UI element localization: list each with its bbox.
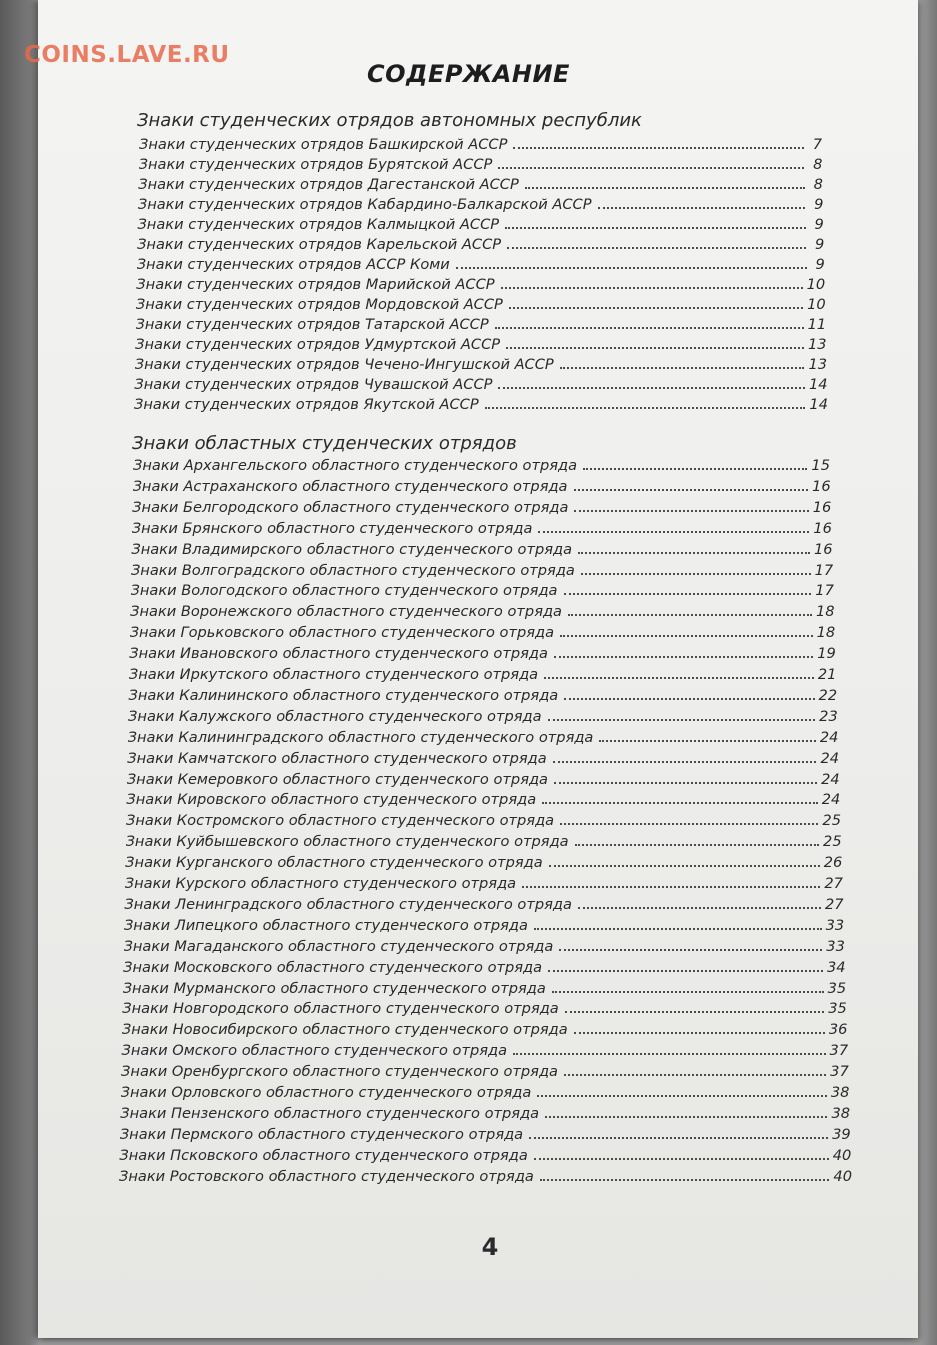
toc-entry-label: Знаки студенческих отрядов Татарской АССР	[135, 316, 489, 333]
toc-entry-label: Знаки Вологодского областного студенческого отряда	[130, 582, 558, 600]
toc-entry-page: 13	[808, 336, 827, 353]
toc-entry-label: Знаки Новгородского областного студенческого отряда	[122, 1000, 559, 1018]
toc-entry-page: 22	[818, 686, 838, 704]
dot-leader	[599, 739, 815, 742]
toc-entry	[126, 788, 840, 808]
dot-leader	[544, 676, 814, 679]
toc-entry	[131, 538, 832, 558]
dot-leader	[545, 1115, 827, 1118]
toc-entry-page: 8	[813, 176, 823, 193]
toc-entry-page: 39	[832, 1125, 851, 1143]
toc-entry-page: 16	[812, 498, 832, 516]
toc-entry-label: Знаки Ивановского областного студенческого отряда	[129, 645, 548, 663]
toc-entry	[133, 475, 831, 495]
dot-leader	[529, 1136, 828, 1139]
toc-entry	[127, 768, 840, 788]
toc-entry-page: 34	[826, 958, 846, 976]
toc-entry-page: 13	[808, 356, 828, 373]
toc-entry-label: Знаки Камчатского областного студенческого отряда	[127, 749, 547, 767]
page-number: 4	[481, 1233, 499, 1261]
toc-entry	[121, 1039, 848, 1059]
toc-entry-label: Знаки Астраханского областного студенческого отряда	[132, 477, 568, 495]
toc-entry	[124, 893, 843, 913]
dot-leader	[456, 266, 807, 269]
toc-entry-page: 40	[832, 1146, 852, 1164]
page-title: СОДЕРЖАНИЕ	[367, 60, 570, 88]
toc-entry	[123, 977, 846, 997]
toc-entry	[128, 726, 839, 746]
toc-entry-label: Знаки студенческих отрядов Якутской АССР	[134, 396, 479, 413]
toc-entry-page: 25	[822, 812, 841, 830]
toc-entry	[138, 193, 824, 213]
toc-entry-page: 10	[807, 296, 826, 313]
toc-entry-label: Знаки Кемеровкого областного студенческого отряда	[126, 770, 549, 788]
toc-entry-page: 16	[814, 540, 833, 558]
toc-entry	[131, 559, 833, 579]
toc-entry	[122, 1018, 848, 1038]
toc-entry-page: 7	[812, 136, 822, 153]
dot-leader	[540, 1178, 830, 1181]
dot-leader	[581, 572, 811, 575]
dot-leader	[574, 488, 809, 491]
toc-entry-label: Знаки студенческих отрядов Удмуртской АССР	[135, 336, 501, 353]
toc-entry-label: Знаки Белгородского областного студенческого отряда	[132, 498, 569, 516]
toc-entry	[130, 621, 835, 641]
toc-entry	[125, 872, 843, 892]
toc-entry-page: 38	[830, 1084, 850, 1101]
dot-leader	[525, 186, 805, 189]
toc-entry-label: Знаки Калужского областного студенческого отряда	[128, 707, 542, 725]
toc-entry-page: 24	[820, 749, 840, 767]
toc-entry-page: 33	[826, 937, 845, 955]
toc-entry-label: Знаки Костромского областного студенческого отряда	[126, 812, 555, 830]
toc-entry-label: Знаки Ростовского областного студенческого отряда	[119, 1167, 534, 1185]
toc-entry-label: Знаки студенческих отрядов Карельской АССР	[137, 236, 502, 253]
dot-leader	[554, 655, 813, 658]
toc-entry-page: 9	[815, 256, 825, 273]
toc-entry-label: Знаки студенческих отрядов Башкирской АССР	[139, 136, 508, 153]
toc-entry-label: Знаки Кировского областного студенческого отряда	[126, 791, 537, 809]
toc-entry	[135, 353, 827, 373]
dot-leader	[538, 530, 809, 533]
dot-leader	[553, 760, 817, 763]
toc-entry-page: 16	[812, 477, 831, 495]
toc-entry-label: Знаки Липецкого областного студенческого отряда	[123, 916, 528, 934]
toc-entry-label: Знаки студенческих отрядов Чувашской АССР	[134, 376, 493, 393]
toc-entry-label: Знаки Курганского областного студенческого отряда	[125, 854, 543, 872]
toc-entry-label: Знаки Орловского областного студенческого отряда	[120, 1084, 532, 1101]
toc-entry-label: Знаки Горьковского областного студенческого отряда	[129, 624, 555, 642]
toc-entry-page: 9	[814, 196, 824, 213]
dot-leader	[560, 634, 813, 637]
dot-leader	[506, 346, 804, 349]
toc-entry-page: 11	[807, 316, 827, 333]
dot-leader	[578, 906, 821, 909]
toc-entry-label: Знаки Новосибирского областного студенческого отряда	[121, 1021, 568, 1039]
toc-entry-label: Знаки Иркутского областного студенческого отряда	[128, 666, 539, 683]
dot-leader	[575, 843, 819, 846]
toc-entry-label: Знаки студенческих отрядов Бурятской АССР	[138, 156, 493, 173]
dot-leader	[560, 822, 818, 825]
toc-entry-label: Знаки студенческих отрядов Дагестанской АССР	[138, 176, 519, 193]
dot-leader	[548, 718, 816, 721]
dot-leader	[548, 969, 823, 972]
dot-leader	[498, 386, 804, 389]
toc-entry	[122, 997, 847, 1017]
toc-entry	[134, 373, 827, 393]
dot-leader	[560, 366, 805, 369]
toc-entry-page: 25	[823, 833, 842, 851]
toc-entry	[133, 454, 830, 474]
dot-leader	[495, 326, 804, 329]
toc-entry-label: Знаки Мурманского областного студенческого отряда	[122, 979, 546, 997]
toc-entry-page: 10	[806, 276, 826, 293]
toc-entry	[137, 233, 824, 253]
toc-entry-label: Знаки Архангельского областного студенческого отряда	[133, 457, 578, 474]
toc-entry-page: 37	[830, 1063, 849, 1081]
toc-entry-page: 17	[815, 582, 834, 600]
toc-entry	[129, 642, 836, 662]
section-heading-autonomous-republics: Знаки студенческих отрядов автономных республик	[137, 110, 642, 131]
toc-entry-label: Знаки студенческих отрядов Калмыцкой АССР	[137, 216, 500, 233]
toc-entry	[137, 213, 823, 233]
toc-entry	[125, 851, 842, 871]
toc-entry-page: 19	[817, 645, 836, 663]
dot-leader	[583, 467, 807, 470]
toc-entry-label: Знаки Куйбышевского областного студенческого отряда	[125, 833, 569, 851]
dot-leader	[509, 306, 803, 309]
toc-entry-page: 40	[833, 1167, 852, 1185]
dot-leader	[534, 927, 822, 930]
dot-leader	[568, 613, 812, 616]
toc-entry-page: 37	[829, 1042, 849, 1060]
dot-leader	[534, 1157, 829, 1160]
toc-entry-page: 27	[824, 875, 843, 892]
toc-entry	[126, 809, 841, 829]
toc-entry-label: Знаки Воронежского областного студенческого отряда	[130, 603, 563, 621]
dot-leader	[507, 246, 806, 249]
toc-entry-page: 15	[811, 457, 830, 474]
toc-entry	[128, 705, 838, 725]
dot-leader	[537, 1094, 826, 1097]
toc-entry-label: Знаки Калининского областного студенческого отряда	[128, 686, 559, 704]
toc-entry-label: Знаки Московского областного студенческого отряда	[123, 958, 543, 976]
dot-leader	[554, 781, 817, 784]
toc-entry	[124, 914, 844, 934]
toc-entry	[139, 133, 822, 153]
section-heading-regional: Знаки областных студенческих отрядов	[132, 433, 517, 454]
toc-entry	[132, 496, 831, 516]
toc-entry-label: Знаки студенческих отрядов АССР Коми	[136, 256, 450, 273]
dot-leader	[498, 166, 804, 169]
dot-leader	[505, 226, 806, 229]
toc-entry-page: 35	[828, 1000, 847, 1018]
dot-leader	[513, 1052, 825, 1055]
toc-entry	[119, 1144, 851, 1164]
toc-entry-label: Знаки Оренбургского областного студенческого отряда	[121, 1063, 558, 1081]
toc-entry-page: 27	[825, 895, 844, 913]
dot-leader	[552, 990, 824, 993]
toc-entry	[136, 273, 825, 293]
toc-entry	[128, 684, 837, 704]
toc-entry	[132, 517, 832, 537]
toc-entry	[119, 1165, 852, 1185]
toc-entry-label: Знаки студенческих отрядов Кабардино-Балкарской АССР	[137, 196, 592, 213]
toc-entry	[129, 663, 837, 683]
toc-entry-page: 14	[809, 396, 828, 413]
toc-entry-label: Знаки Омского областного студенческого отряда	[121, 1042, 508, 1060]
dot-leader	[574, 509, 808, 512]
toc-entry	[137, 253, 825, 273]
toc-entry-label: Знаки Волгоградского областного студенческого отряда	[130, 561, 575, 579]
toc-entry-page: 17	[814, 561, 834, 579]
toc-entry	[120, 1123, 851, 1143]
dot-leader	[522, 885, 820, 888]
toc-entry	[139, 153, 823, 173]
dot-leader	[564, 697, 814, 700]
toc-entry-page: 24	[819, 728, 839, 746]
dot-leader	[501, 286, 803, 289]
toc-entry-page: 16	[813, 519, 832, 537]
dot-leader	[574, 1031, 825, 1034]
toc-entry-page: 24	[821, 791, 841, 809]
toc-entry-page: 33	[825, 916, 845, 934]
dot-leader	[598, 206, 806, 209]
toc-entry	[124, 935, 845, 955]
toc-entry-label: Знаки Владимирского областного студенческого отряда	[131, 540, 573, 558]
dot-leader	[542, 801, 818, 804]
toc-entry-page: 35	[827, 979, 847, 997]
toc-entry	[121, 1060, 849, 1080]
toc-entry-page: 18	[816, 624, 836, 642]
toc-entry	[120, 1102, 850, 1122]
toc-entry	[134, 393, 828, 413]
toc-entry-label: Знаки Брянского областного студенческого отряда	[131, 519, 533, 537]
toc-entry-label: Знаки студенческих отрядов Мордовской АССР	[135, 296, 503, 313]
toc-entry	[121, 1081, 850, 1101]
dot-leader	[485, 406, 806, 409]
toc-entry-label: Знаки Калининградского областного студенческого отряда	[127, 728, 594, 746]
toc-entry	[135, 333, 826, 353]
dot-leader	[559, 948, 822, 951]
dot-leader	[549, 864, 820, 867]
toc-entry-label: Знаки Псковского областного студенческого отряда	[119, 1146, 528, 1164]
toc-entry-page: 26	[823, 854, 843, 872]
dot-leader	[565, 1010, 824, 1013]
toc-entry	[136, 313, 827, 333]
toc-entry-label: Знаки Пермского областного студенческого отряда	[119, 1125, 524, 1143]
toc-entry-label: Знаки Магаданского областного студенческого отряда	[123, 937, 554, 955]
toc-entry-label: Знаки студенческих отрядов Марийской АССР	[136, 276, 495, 293]
toc-entry	[138, 173, 823, 193]
toc-entry-page: 9	[814, 236, 825, 253]
toc-entry	[131, 579, 834, 599]
dot-leader	[578, 551, 810, 554]
toc-entry-page: 14	[808, 376, 828, 393]
dot-leader	[564, 1073, 826, 1076]
toc-entry-page: 38	[831, 1104, 851, 1122]
toc-entry-page: 23	[819, 707, 838, 725]
toc-entry-page: 18	[815, 603, 835, 621]
dot-leader	[564, 592, 812, 595]
toc-entry-label: Знаки Ленинградского областного студенческого отряда	[124, 895, 572, 913]
watermark: COINS.LAVE.RU	[24, 42, 230, 68]
toc-entry	[123, 956, 845, 976]
toc-entry-page: 21	[817, 666, 837, 683]
toc-entry	[126, 830, 842, 850]
toc-entry-page: 36	[828, 1021, 848, 1039]
toc-entry	[130, 600, 834, 620]
dot-leader	[513, 146, 804, 149]
toc-entry-page: 24	[821, 770, 840, 788]
toc-entry	[127, 747, 839, 767]
toc-entry	[136, 293, 826, 313]
toc-entry-label: Знаки Курского областного студенческого отряда	[124, 875, 517, 892]
toc-entry-label: Знаки студенческих отрядов Чечено-Ингушской АССР	[134, 356, 554, 373]
toc-entry-label: Знаки Пензенского областного студенческого отряда	[120, 1104, 540, 1122]
toc-entry-page: 9	[814, 216, 824, 233]
toc-entry-page: 8	[813, 156, 823, 173]
